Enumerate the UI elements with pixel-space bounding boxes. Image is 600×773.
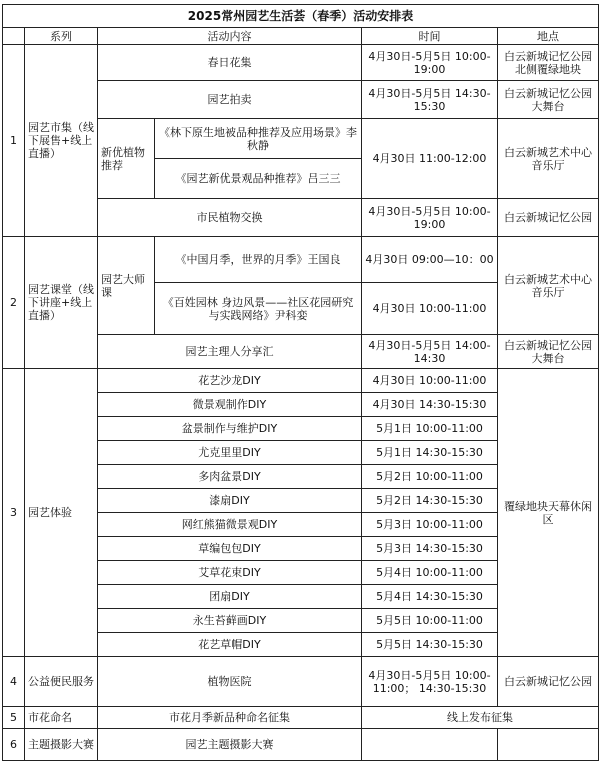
section-number: 5 xyxy=(3,707,25,729)
activity-content: 微景观制作DIY xyxy=(98,393,362,417)
activity-content: 园艺主题摄影大赛 xyxy=(98,729,362,761)
header-place: 地点 xyxy=(498,28,599,45)
activity-time: 5月5日 10:00-11:00 xyxy=(362,609,498,633)
activity-content: 花艺沙龙DIY xyxy=(98,369,362,393)
table-title: 2025常州园艺生活荟（春季）活动安排表 xyxy=(3,5,599,28)
section-series: 园艺市集（线下展售+线上直播） xyxy=(25,45,98,237)
activity-content: 植物医院 xyxy=(98,657,362,707)
section-series: 园艺体验 xyxy=(25,369,98,657)
activity-time: 4月30日 10:00-11:00 xyxy=(362,283,498,335)
activity-content: 团扇DIY xyxy=(98,585,362,609)
activity-content: 草编包包DIY xyxy=(98,537,362,561)
activity-content: 网红熊猫微景观DIY xyxy=(98,513,362,537)
activity-time-place: 线上发布征集 xyxy=(362,707,599,729)
activity-place: 覆绿地块天幕休闲区 xyxy=(498,369,599,657)
activity-time: 5月3日 14:30-15:30 xyxy=(362,537,498,561)
activity-time: 5月5日 14:30-15:30 xyxy=(362,633,498,657)
activity-time: 5月2日 10:00-11:00 xyxy=(362,465,498,489)
activity-time: 4月30日-5月5日 14:00-14:30 xyxy=(362,335,498,369)
activity-time: 4月30日 11:00-12:00 xyxy=(362,119,498,199)
header-series: 系列 xyxy=(25,28,98,45)
activity-time: 5月3日 10:00-11:00 xyxy=(362,513,498,537)
activity-content: 盆景制作与维护DIY xyxy=(98,417,362,441)
activity-place: 白云新城记忆公园大舞台 xyxy=(498,335,599,369)
activity-place: 白云新城记忆公园大舞台 xyxy=(498,81,599,119)
activity-content: 永生苔藓画DIY xyxy=(98,609,362,633)
activity-time: 4月30日-5月5日 10:00-19:00 xyxy=(362,45,498,81)
activity-time: 5月2日 14:30-15:30 xyxy=(362,489,498,513)
section-number: 4 xyxy=(3,657,25,707)
activity-content: 《林下原生地被品种推荐及应用场景》李秋静 xyxy=(155,119,362,159)
section-number: 1 xyxy=(3,45,25,237)
activity-content: 市花月季新品种命名征集 xyxy=(98,707,362,729)
activity-place xyxy=(498,729,599,761)
activity-content: 《园艺新优景观品种推荐》吕三三 xyxy=(155,159,362,199)
activity-place: 白云新城记忆公园北侧覆绿地块 xyxy=(498,45,599,81)
activity-content: 漆扇DIY xyxy=(98,489,362,513)
activity-content: 春日花集 xyxy=(98,45,362,81)
activity-place: 白云新城艺术中心音乐厅 xyxy=(498,237,599,335)
activity-time xyxy=(362,729,498,761)
activity-time: 4月30日-5月5日 14:30-15:30 xyxy=(362,81,498,119)
activity-content: 《百姓园林 身边风景——社区花园研究与实践网络》尹科娈 xyxy=(155,283,362,335)
activity-content: 园艺主理人分享汇 xyxy=(98,335,362,369)
header-content: 活动内容 xyxy=(98,28,362,45)
activity-time: 4月30日 14:30-15:30 xyxy=(362,393,498,417)
activity-content: 多肉盆景DIY xyxy=(98,465,362,489)
sub-series: 园艺大师课 xyxy=(98,237,155,335)
activity-content: 花艺草帽DIY xyxy=(98,633,362,657)
sub-series: 新优植物推荐 xyxy=(98,119,155,199)
activity-place: 白云新城记忆公园 xyxy=(498,657,599,707)
activity-content: 《中国月季，世界的月季》王国良 xyxy=(155,237,362,283)
activity-content: 尤克里里DIY xyxy=(98,441,362,465)
section-number: 2 xyxy=(3,237,25,369)
activity-time: 4月30日-5月5日 10:00-19:00 xyxy=(362,199,498,237)
activity-content: 园艺拍卖 xyxy=(98,81,362,119)
section-number: 6 xyxy=(3,729,25,761)
header-cell-blank xyxy=(3,28,25,45)
activity-content: 艾草花束DIY xyxy=(98,561,362,585)
activity-place: 白云新城记忆公园 xyxy=(498,199,599,237)
section-series: 园艺课堂（线下讲座+线上直播） xyxy=(25,237,98,369)
section-series: 公益便民服务 xyxy=(25,657,98,707)
section-series: 主题摄影大赛 xyxy=(25,729,98,761)
section-number: 3 xyxy=(3,369,25,657)
activity-time: 5月1日 14:30-15:30 xyxy=(362,441,498,465)
section-series: 市花命名 xyxy=(25,707,98,729)
activity-time: 4月30日 10:00-11:00 xyxy=(362,369,498,393)
activity-time: 5月4日 14:30-15:30 xyxy=(362,585,498,609)
schedule-table xyxy=(2,4,599,761)
activity-time: 4月30日-5月5日 10:00-11:00； 14:30-15:30 xyxy=(362,657,498,707)
activity-time: 5月4日 10:00-11:00 xyxy=(362,561,498,585)
header-time: 时间 xyxy=(362,28,498,45)
activity-place: 白云新城艺术中心音乐厅 xyxy=(498,119,599,199)
activity-content: 市民植物交换 xyxy=(98,199,362,237)
activity-time: 5月1日 10:00-11:00 xyxy=(362,417,498,441)
activity-time: 4月30日 09:00—10：00 xyxy=(362,237,498,283)
